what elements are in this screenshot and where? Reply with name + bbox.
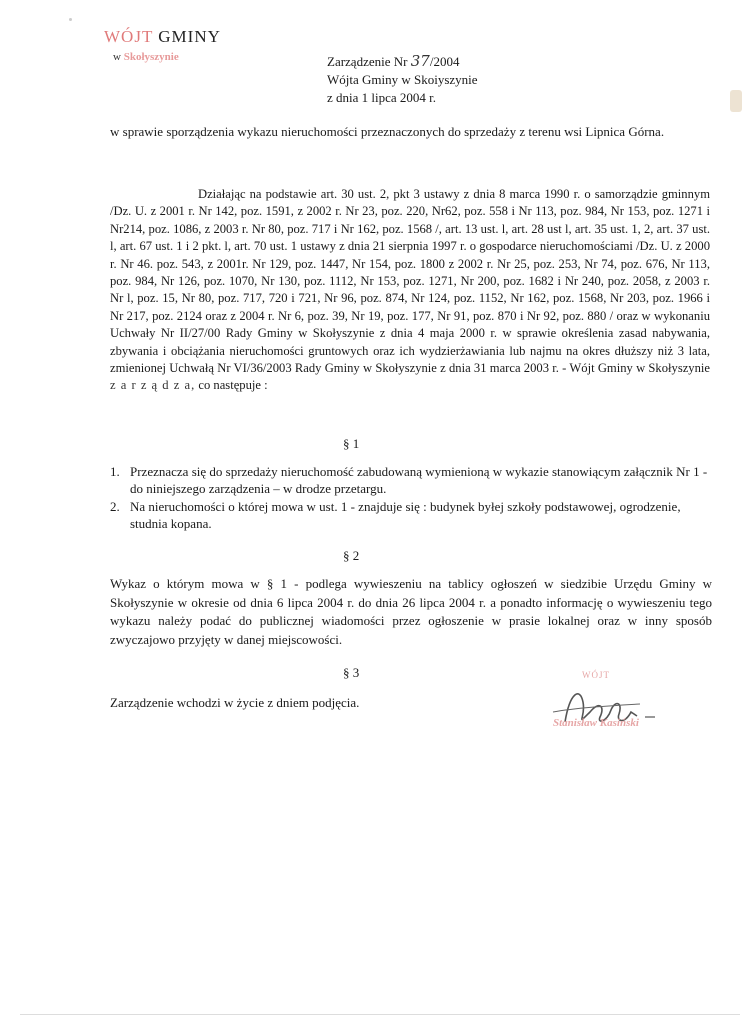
order-header: [327, 52, 478, 107]
list-item: [110, 498, 720, 532]
list-item-number: 2.: [110, 499, 120, 514]
handwritten-signature: [545, 672, 685, 742]
section-3-heading: § 3: [343, 665, 360, 680]
decree-end: co następuje :: [195, 378, 268, 393]
stamp-prefix: w: [113, 51, 124, 63]
section-2-text: Wykaz o którym mowa w § 1 - podlega wywieszeniu na tablicy ogłoszeń w siedzibie Urzędu Gminy w Skołyszynie w okresie od dnia 6 lipca 2004 r. do dnia 26 lipca 2004 r. a ponadto informację o wywieszeniu tego wykazu należy podać do publicznej wiadomości przez ogłoszenie w prasie lokalnej oraz w inny sposób zwyczajowo przyjęty w danej miejscowości.: [110, 576, 712, 647]
office-stamp-place: [113, 51, 179, 63]
signature-stamp-title: WÓJT: [582, 670, 610, 680]
order-date: z dnia 1 lipca 2004 r.: [327, 90, 437, 105]
legal-basis-paragraph: [110, 186, 710, 395]
stamp-office-dark: GMINY: [153, 27, 221, 46]
signature-stamp-name: Stanisław Kasiński: [553, 717, 639, 729]
list-item-text: Na nieruchomości o której mowa w ust. 1 - znajduje się : budynek byłej szkoły podstawowej, ogrodzenie, studnia kopana.: [130, 499, 681, 531]
stamp-place: Skołyszynie: [123, 51, 179, 63]
order-prefix: Zarządzenie Nr: [327, 54, 411, 69]
list-item-text: Przeznacza się do sprzedaży nieruchomość zabudowaną wymienioną w wykazie stanowiącym załącznik Nr 1 - do niniejszego zarządzenia – w drodze przetargu.: [130, 464, 708, 496]
order-subject: w sprawie sporządzenia wykazu nieruchomości przeznaczonych do sprzedaży z terenu wsi Lipnica Górna.: [110, 124, 665, 139]
decree-word: z a r z ą d z a,: [110, 378, 196, 393]
order-year: /2004: [429, 54, 460, 69]
list-item-number: 1.: [110, 464, 120, 479]
section-2-heading: § 2: [343, 548, 360, 563]
section-1-heading: § 1: [343, 436, 360, 451]
order-issuer: Wójta Gminy w Skoiyszynie: [327, 72, 478, 87]
scan-bottom-edge: [20, 1014, 740, 1015]
scan-speck: [69, 18, 72, 21]
office-stamp-title: [104, 27, 221, 47]
legal-basis-text: Działając na podstawie art. 30 ust. 2, pkt 3 ustawy z dnia 8 marca 1990 r. o samorządzie gminnym /Dz. U. z 2001 r. Nr 142, poz. 1591, z 2002 r. Nr 23, poz. 220, Nr62, poz. 558 i Nr 113, poz. 984, Nr 153, poz. 1271 i Nr214, poz. 1086, z 2003 r. Nr 80, poz. 717 i Nr 162, poz. 1568 /, art. 13 ust. l, art. 28 ust l, art. 35 ust. 1, 2, art. 37 ust. l, art. 67 ust. 1 i 2 pkt. l, art. 70 ust. 1 ustawy z dnia 21 sierpnia 1997 r. o gospodarce nieruchomościami /Dz. U. z 2000 r. Nr 46. poz. 543, z 2001r. Nr 129, poz. 1447, Nr 154, poz. 1800 z 2002 r. Nr 25, poz. 253, Nr 74, poz. 676, Nr 113, poz. 984, Nr 126, poz. 1070, Nr 130, poz. 1112, Nr 153, poz. 1271, Nr 200, poz. 1682 i Nr 240, poz. 2058, z 2003 r. Nr l, poz. 15, Nr 80, poz. 717, 720 i 721, Nr 96, poz. 874, Nr 124, poz. 1152, Nr 162, poz. 1568, Nr 203, poz. 1966 i Nr 217, poz. 2124 oraz z 2004 r. Nr 6, poz. 39, Nr 19, poz. 177, Nr 91, poz. 870 i Nr 92, poz. 880 / oraz w wykonaniu Uchwały Nr II/27/00 Rady Gminy w Skołyszynie z dnia 4 maja 2000 r. w sprawie określenia zasad nabywania, zbywania i obciążania nieruchomości gruntowych oraz ich wydzierżawiania lub najmu na okres dłuższy niż 3 lata, zmienionej Uchwałą Nr VI/36/2003 Rady Gminy w Skołyszynie z dnia 31 marca 2003 r. - Wójt Gminy w Skołyszynie: [110, 187, 710, 376]
section-1-list: [110, 463, 720, 533]
section-3-text: Zarządzenie wchodzi w życie z dniem podjęcia.: [110, 695, 360, 710]
paper-edge-mark: [730, 90, 742, 112]
order-title: [327, 52, 478, 71]
order-number: 37: [410, 52, 430, 70]
stamp-office-red: WÓJT: [104, 27, 154, 46]
list-item: [110, 463, 720, 497]
